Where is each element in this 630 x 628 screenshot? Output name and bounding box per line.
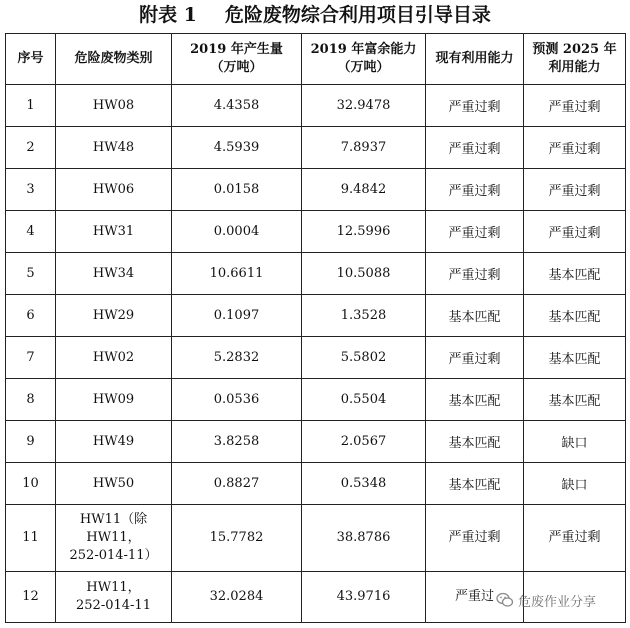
cell-seq: 10 — [6, 463, 56, 505]
wechat-logo-icon — [496, 592, 514, 608]
waste-guide-table — [5, 33, 626, 623]
cell-surplus: 38.8786 — [302, 505, 426, 572]
cell-production: 0.0158 — [172, 169, 302, 211]
cell-seq: 2 — [6, 127, 56, 169]
cell-forecast: 缺口 — [524, 421, 626, 463]
header-forecast-line2: 利用能力 — [548, 60, 601, 75]
cell-category: HW08 — [56, 85, 172, 127]
cell-seq: 3 — [6, 169, 56, 211]
cell-production: 32.0284 — [172, 572, 302, 623]
cell-seq: 12 — [6, 572, 56, 623]
table-row — [6, 337, 626, 379]
cell-production: 5.2832 — [172, 337, 302, 379]
cell-current: 基本匹配 — [426, 463, 524, 505]
cell-current: 基本匹配 — [426, 295, 524, 337]
header-production-unit: （万吨） — [210, 60, 263, 75]
cell-surplus: 0.5348 — [302, 463, 426, 505]
cell-surplus: 10.5088 — [302, 253, 426, 295]
table-row — [6, 127, 626, 169]
header-category: 危险废物类别 — [56, 34, 172, 85]
watermark — [496, 589, 626, 611]
table-row — [6, 463, 626, 505]
cell-surplus: 1.3528 — [302, 295, 426, 337]
cell-surplus: 43.9716 — [302, 572, 426, 623]
cell-forecast: 严重过剩 — [524, 169, 626, 211]
table-row — [6, 253, 626, 295]
cell-surplus: 5.5802 — [302, 337, 426, 379]
watermark-text: 危废作业分享 — [518, 594, 597, 610]
cell-forecast: 基本匹配 — [524, 295, 626, 337]
cell-category: HW48 — [56, 127, 172, 169]
cell-production: 4.4358 — [172, 85, 302, 127]
cell-surplus: 32.9478 — [302, 85, 426, 127]
cell-current: 基本匹配 — [426, 421, 524, 463]
cell-forecast: 基本匹配 — [524, 253, 626, 295]
header-surplus — [302, 34, 426, 85]
table-row — [6, 505, 626, 572]
table-row — [6, 379, 626, 421]
cell-forecast: 基本匹配 — [524, 379, 626, 421]
header-forecast-line1: 预测 2025 年 — [532, 42, 617, 57]
cell-production: 0.8827 — [172, 463, 302, 505]
cell-current: 严重过剩 — [426, 211, 524, 253]
cell-category-line2: 252-014-11 — [76, 598, 151, 613]
cell-surplus: 2.0567 — [302, 421, 426, 463]
cell-current: 严重过 — [426, 572, 524, 623]
cell-production: 15.7782 — [172, 505, 302, 572]
table-title — [0, 0, 630, 32]
table-row — [6, 85, 626, 127]
cell-forecast: 严重过剩 — [524, 211, 626, 253]
cell-production: 4.5939 — [172, 127, 302, 169]
cell-category: HW06 — [56, 169, 172, 211]
cell-forecast: 严重过剩 — [524, 127, 626, 169]
cell-current: 严重过剩 — [426, 127, 524, 169]
cell-production: 0.0004 — [172, 211, 302, 253]
cell-production: 3.8258 — [172, 421, 302, 463]
cell-category: HW50 — [56, 463, 172, 505]
cell-category-line2: HW11， — [86, 530, 141, 545]
table-row — [6, 295, 626, 337]
table-row — [6, 169, 626, 211]
header-surplus-text: 2019 年富余能力 — [310, 42, 417, 57]
cell-seq: 4 — [6, 211, 56, 253]
cell-category-line1: HW11（除 — [79, 512, 148, 527]
header-current: 现有利用能力 — [426, 34, 524, 85]
cell-surplus: 0.5504 — [302, 379, 426, 421]
cell-category: HW09 — [56, 379, 172, 421]
cell-production: 10.6611 — [172, 253, 302, 295]
cell-current: 严重过剩 — [426, 505, 524, 572]
header-production — [172, 34, 302, 85]
cell-category: HW49 — [56, 421, 172, 463]
cell-seq: 7 — [6, 337, 56, 379]
cell-surplus: 7.8937 — [302, 127, 426, 169]
cell-seq: 9 — [6, 421, 56, 463]
cell-forecast: 缺口 — [524, 463, 626, 505]
cell-category: HW31 — [56, 211, 172, 253]
cell-category-line1: HW11， — [86, 580, 141, 595]
cell-current: 严重过剩 — [426, 253, 524, 295]
cell-seq: 8 — [6, 379, 56, 421]
cell-forecast: 基本匹配 — [524, 337, 626, 379]
header-seq: 序号 — [6, 34, 56, 85]
title-label: 附表 1 — [139, 4, 197, 26]
cell-category: HW29 — [56, 295, 172, 337]
cell-forecast: 严重过剩 — [524, 505, 626, 572]
cell-category-line3: 252-014-11） — [69, 548, 158, 563]
cell-current: 基本匹配 — [426, 379, 524, 421]
header-production-text: 2019 年产生量 — [190, 42, 283, 57]
cell-surplus: 12.5996 — [302, 211, 426, 253]
cell-seq: 5 — [6, 253, 56, 295]
cell-seq: 6 — [6, 295, 56, 337]
cell-current: 严重过剩 — [426, 337, 524, 379]
table-row — [6, 211, 626, 253]
cell-production: 0.1097 — [172, 295, 302, 337]
cell-seq: 11 — [6, 505, 56, 572]
table-row — [6, 421, 626, 463]
cell-category: HW34 — [56, 253, 172, 295]
cell-seq: 1 — [6, 85, 56, 127]
title-text: 危险废物综合利用项目引导目录 — [224, 4, 491, 26]
header-surplus-unit: （万吨） — [337, 60, 390, 75]
cell-category — [56, 505, 172, 572]
cell-production: 0.0536 — [172, 379, 302, 421]
cell-category — [56, 572, 172, 623]
cell-surplus: 9.4842 — [302, 169, 426, 211]
header-forecast — [524, 34, 626, 85]
cell-current: 严重过剩 — [426, 85, 524, 127]
cell-current: 严重过剩 — [426, 169, 524, 211]
table-header-row — [6, 34, 626, 85]
cell-category: HW02 — [56, 337, 172, 379]
cell-forecast: 严重过剩 — [524, 85, 626, 127]
